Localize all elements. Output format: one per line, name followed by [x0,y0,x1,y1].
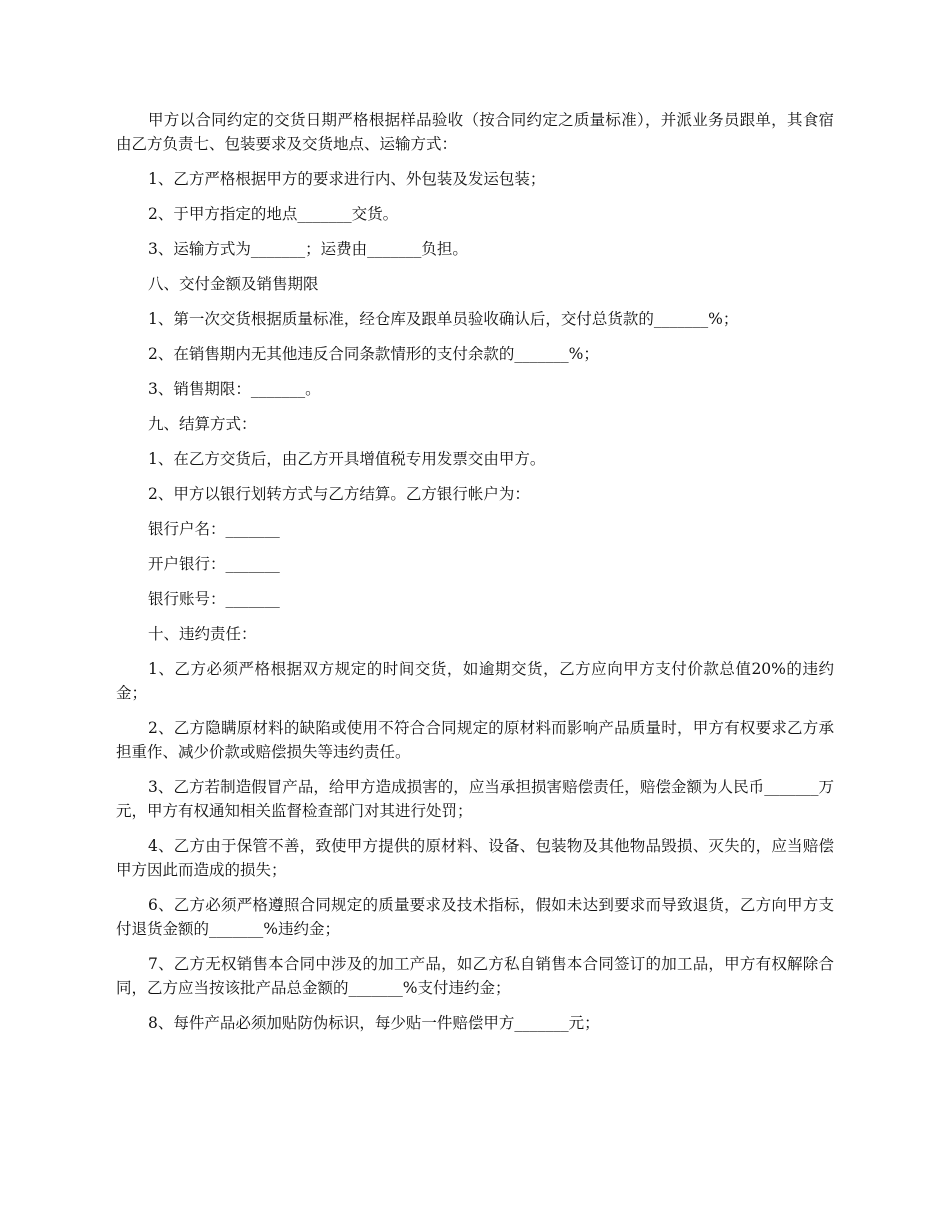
bank-account-number: 银行账号：_______ [148,590,280,608]
paragraph-liability-7: 7、乙方无权销售本合同中涉及的加工产品，如乙方私自销售本合同签订的加工品，甲方有权解除合同，乙方应当按该批产品总金额的_______%支付违约金； [116,955,834,997]
paragraph-liability-1: 1、乙方必须严格根据双方规定的时间交货，如逾期交货，乙方应向甲方支付价款总值20%的违约金； [116,660,834,702]
paragraph-payment-2: 2、在销售期内无其他违反合同条款情形的支付余款的_______%； [148,345,599,363]
paragraph-payment-1: 1、第一次交货根据质量标准，经仓库及跟单员验收确认后，交付总货款的_______%； [148,310,739,328]
section-heading-settlement: 九、结算方式： [148,415,257,433]
paragraph-packaging-3: 3、运输方式为_______；运费由_______负担。 [148,240,468,258]
paragraph-settlement-1: 1、在乙方交货后，由乙方开具增值税专用发票交由甲方。 [148,450,546,468]
section-heading-liability: 十、违约责任： [148,625,257,643]
paragraph-intro: 甲方以合同约定的交货日期严格根据样品验收（按合同约定之质量标准），并派业务员跟单，其食宿由乙方负责七、包装要求及交货地点、运输方式： [116,111,834,153]
paragraph-liability-8: 8、每件产品必须加贴防伪标识，每少贴一件赔偿甲方_______元； [148,1014,600,1032]
paragraph-liability-3: 3、乙方若制造假冒产品，给甲方造成损害的，应当承担损害赔偿责任，赔偿金额为人民币_______万元，甲方有权通知相关监督检查部门对其进行处罚； [116,778,834,820]
section-heading-payment-period: 八、交付金额及销售期限 [148,275,319,293]
paragraph-settlement-2: 2、甲方以银行划转方式与乙方结算。乙方银行帐户为： [148,485,530,503]
paragraph-packaging-2: 2、于甲方指定的地点_______交货。 [148,205,399,223]
bank-name: 开户银行：_______ [148,555,280,573]
bank-account-name: 银行户名：_______ [148,520,280,538]
paragraph-liability-2: 2、乙方隐瞒原材料的缺陷或使用不符合合同规定的原材料而影响产品质量时，甲方有权要求乙方承担重作、减少价款或赔偿损失等违约责任。 [116,719,834,761]
document-body [116,108,834,1046]
paragraph-packaging-1: 1、乙方严格根据甲方的要求进行内、外包装及发运包装； [148,170,546,188]
paragraph-liability-4: 4、乙方由于保管不善，致使甲方提供的原材料、设备、包装物及其他物品毁损、灭失的，应当赔偿甲方因此而造成的损失； [116,837,834,879]
paragraph-liability-6: 6、乙方必须严格遵照合同规定的质量要求及技术指标，假如未达到要求而导致退货，乙方向甲方支付退货金额的_______%违约金； [116,896,834,938]
paragraph-payment-3: 3、销售期限：_______。 [148,380,321,398]
